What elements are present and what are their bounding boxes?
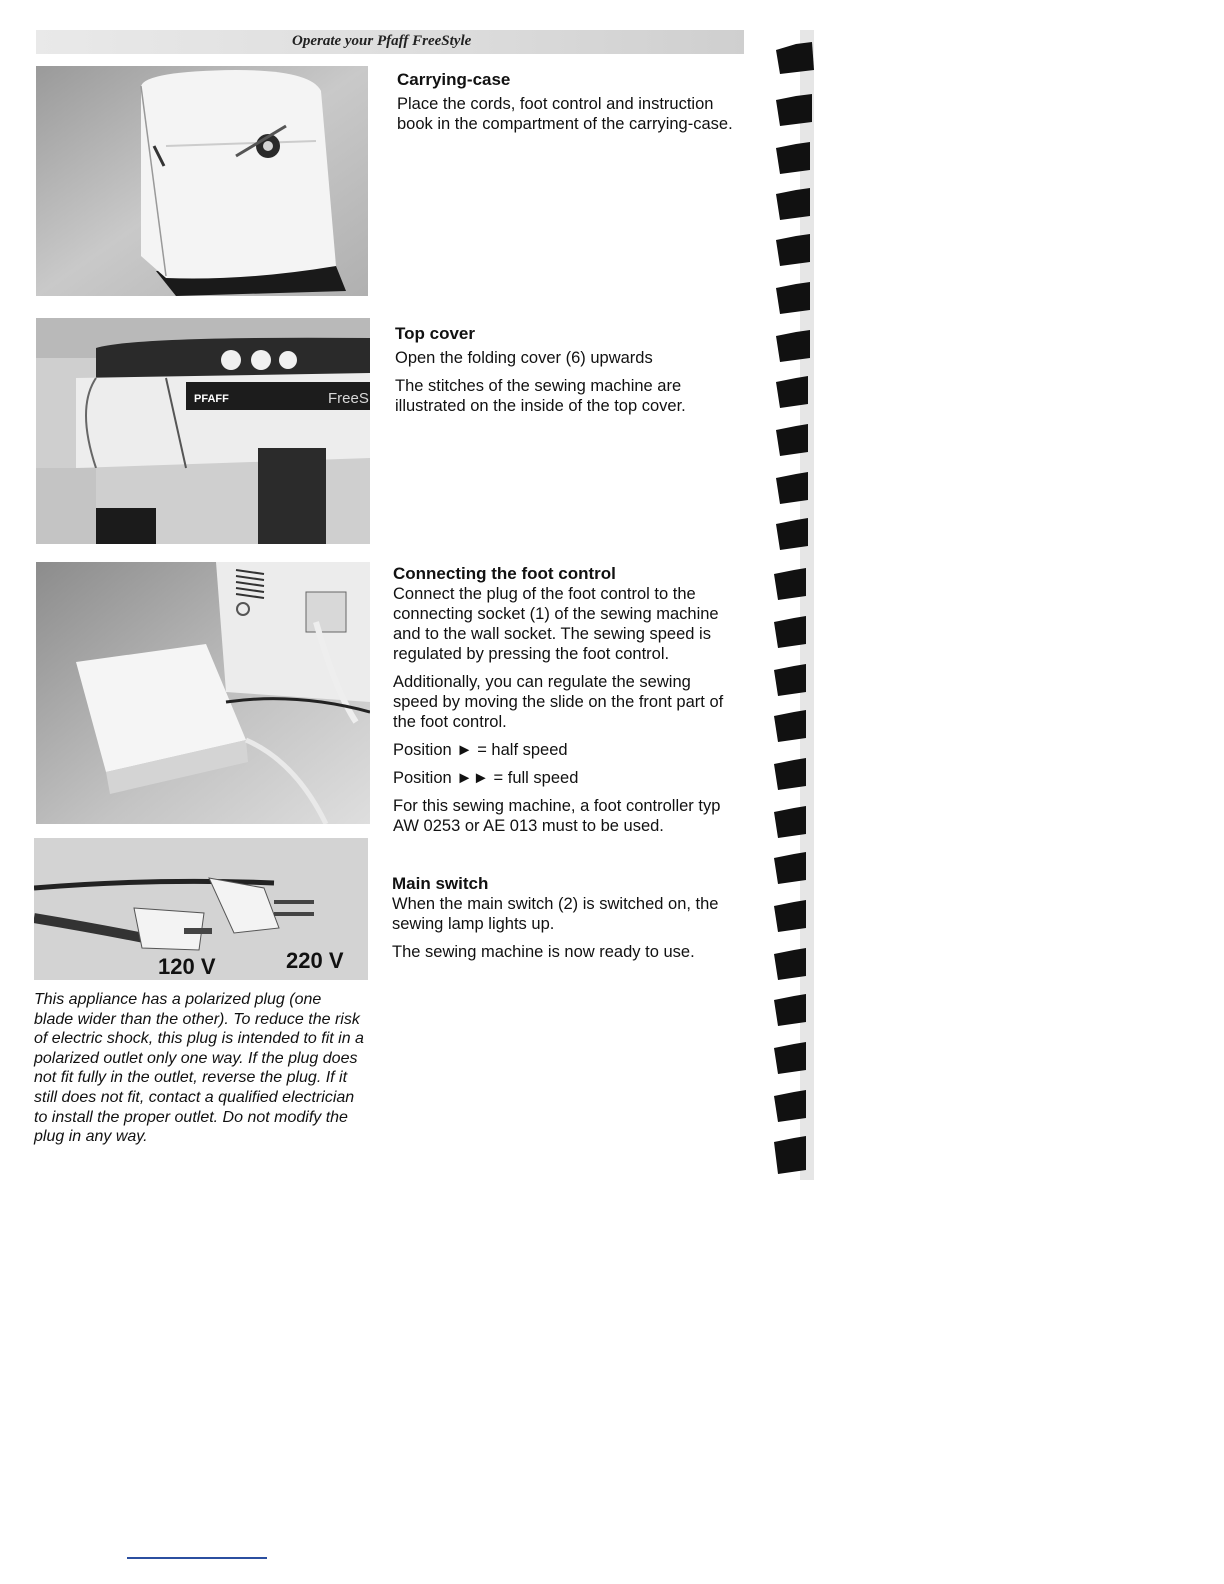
top-cover-photo — [36, 318, 370, 544]
foot-control-section — [393, 564, 731, 844]
position-full-speed: Position ►► = full speed — [393, 769, 579, 787]
top-cover-heading: Top cover — [395, 324, 475, 343]
carrying-case-text: Place the cords, foot control and instruction book in the compartment of the carrying-case. — [397, 95, 733, 133]
foot-control-text-1: Connect the plug of the foot control to the connecting socket (1) of the sewing machine and to the wall socket. The sewing speed is regulated by pressing the foot control. — [393, 585, 719, 663]
position-half-speed: Position ► = half speed — [393, 741, 568, 759]
foot-control-text-2: Additionally, you can regulate the sewing speed by moving the slide on the front part of the foot control. — [393, 673, 724, 731]
plug-220v-label: 220 V — [286, 948, 344, 973]
top-cover-text-2: The stitches of the sewing machine are illustrated on the inside of the top cover. — [395, 377, 686, 415]
spiral-binding — [760, 30, 820, 1180]
pfaff-brand-label: PFAFF — [194, 393, 229, 405]
carrying-case-photo — [36, 66, 368, 296]
main-switch-section — [392, 874, 722, 970]
footer-rule — [127, 1557, 267, 1559]
page-header-title: Operate your Pfaff FreeStyle — [292, 33, 472, 49]
main-switch-text-2: The sewing machine is now ready to use. — [392, 943, 695, 961]
top-cover-section — [395, 324, 715, 424]
foot-control-photo — [36, 562, 370, 824]
foot-control-heading: Connecting the foot control — [393, 564, 616, 583]
plug-120v-label: 120 V — [158, 954, 216, 979]
spiral-rings — [760, 30, 820, 1180]
plugs-photo — [34, 838, 368, 980]
top-cover-text-1: Open the folding cover (6) upwards — [395, 349, 653, 367]
freestyle-model-label: FreeS — [328, 390, 369, 407]
main-switch-heading: Main switch — [392, 874, 489, 893]
main-switch-text-1: When the main switch (2) is switched on, the sewing lamp lights up. — [392, 895, 719, 933]
foot-control-text-3: For this sewing machine, a foot controller typ AW 0253 or AE 013 must to be used. — [393, 797, 721, 835]
carrying-case-section — [397, 70, 742, 142]
polarized-plug-caption: This appliance has a polarized plug (one blade wider than the other). To reduce the risk of electric shock, this plug is intended to fit in a polarized outlet only one way. If the plug does not fit fully in the outlet, reverse the plug. If it still does not fit, contact a qualified electrician to install the proper outlet. Do not modify the plug in any way. — [34, 991, 364, 1146]
carrying-case-heading: Carrying-case — [397, 70, 511, 89]
